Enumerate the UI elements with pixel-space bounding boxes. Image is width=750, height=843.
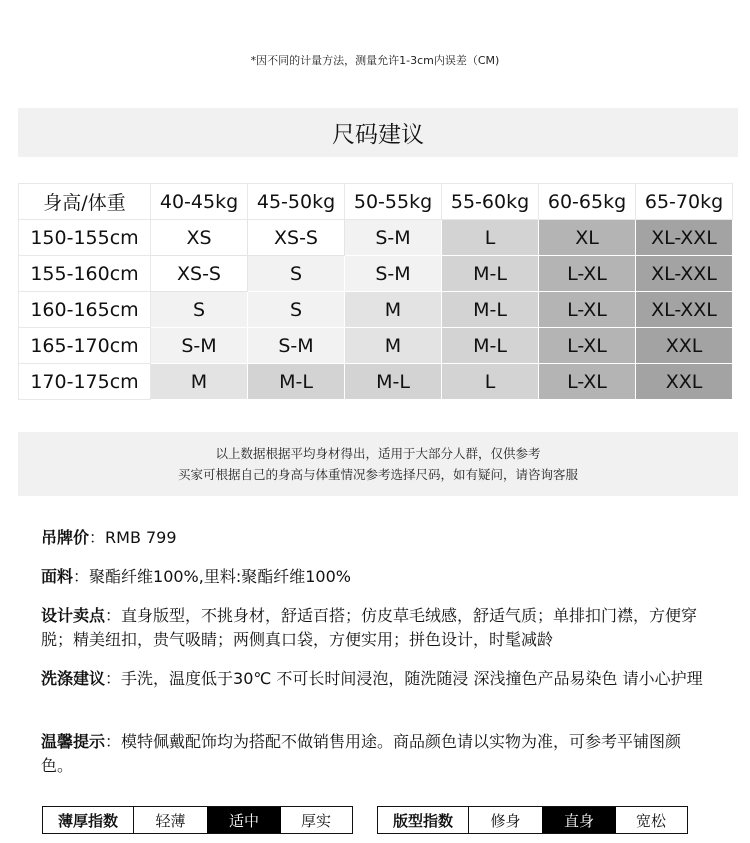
size-cell: XL-XXL bbox=[636, 256, 733, 292]
size-cell: M-L bbox=[345, 364, 442, 400]
size-cell: XS-S bbox=[151, 256, 248, 292]
size-cell: S-M bbox=[151, 328, 248, 364]
size-cell: L-XL bbox=[539, 292, 636, 328]
size-cell: M bbox=[345, 328, 442, 364]
size-cell: M-L bbox=[442, 292, 539, 328]
size-cell: S-M bbox=[345, 256, 442, 292]
size-cell: L-XL bbox=[539, 328, 636, 364]
spec-label: 吊牌价 bbox=[41, 528, 90, 547]
size-cell: XS bbox=[151, 220, 248, 256]
size-cell: S-M bbox=[345, 220, 442, 256]
row-height-label: 150-155cm bbox=[19, 220, 151, 256]
size-cell: L bbox=[442, 364, 539, 400]
spec-price bbox=[41, 526, 711, 550]
row-height-label: 165-170cm bbox=[19, 328, 151, 364]
header-weight-range: 55-60kg bbox=[442, 184, 539, 220]
size-cell: XL-XXL bbox=[636, 220, 733, 256]
spec-value: ：聚酯纤维100%,里料:聚酯纤维100% bbox=[73, 567, 351, 586]
spec-label: 温馨提示 bbox=[41, 732, 106, 751]
size-cell: XXL bbox=[636, 328, 733, 364]
size-cell: L bbox=[442, 220, 539, 256]
size-cell: S bbox=[248, 292, 345, 328]
fit-index bbox=[377, 806, 688, 834]
size-cell: S bbox=[248, 256, 345, 292]
spec-tip bbox=[41, 730, 711, 778]
size-cell: M-L bbox=[248, 364, 345, 400]
table-row bbox=[19, 220, 733, 256]
size-guide-title: 尺码建议 bbox=[18, 108, 738, 157]
spec-value: ：直身版型，不挑身材，舒适百搭；仿皮草毛绒感，舒适气质；单排扣门襟，方便穿脱；精美纽扣，贵气吸睛；两侧真口袋，方便实用；拼色设计，时髦减龄 bbox=[41, 606, 698, 649]
thickness-index bbox=[42, 806, 353, 834]
thickness-option-selected: 适中 bbox=[207, 807, 281, 833]
size-cell: L-XL bbox=[539, 256, 636, 292]
thickness-option: 厚实 bbox=[300, 811, 331, 830]
size-table bbox=[18, 183, 733, 400]
size-cell: S-M bbox=[248, 328, 345, 364]
row-height-label: 170-175cm bbox=[19, 364, 151, 400]
spec-value: ：手洗，温度低于30℃ 不可长时间浸泡，随洗随浸 深浅撞色产品易染色 请小心护理 bbox=[105, 669, 703, 688]
spec-value: ：RMB 799 bbox=[89, 528, 177, 547]
fit-index-label: 版型指数 bbox=[378, 807, 469, 833]
header-weight-range: 65-70kg bbox=[636, 184, 733, 220]
table-row bbox=[19, 256, 733, 292]
size-cell: XL-XXL bbox=[636, 292, 733, 328]
size-cell: M bbox=[345, 292, 442, 328]
size-cell: S bbox=[151, 292, 248, 328]
table-row bbox=[19, 364, 733, 400]
size-cell: M-L bbox=[442, 328, 539, 364]
header-weight-range: 40-45kg bbox=[151, 184, 248, 220]
spec-fabric bbox=[41, 565, 711, 589]
spec-washing bbox=[41, 667, 711, 691]
spec-label: 设计卖点 bbox=[41, 606, 106, 625]
size-cell: XS-S bbox=[248, 220, 345, 256]
header-weight-range: 60-65kg bbox=[539, 184, 636, 220]
fit-option: 宽松 bbox=[635, 811, 666, 830]
disclaimer-line: 买家可根据自己的身高与体重情况参考选择尺码，如有疑问，请咨询客服 bbox=[177, 467, 578, 482]
header-weight-range: 50-55kg bbox=[345, 184, 442, 220]
table-row bbox=[19, 292, 733, 328]
size-table-header-row bbox=[19, 184, 733, 220]
size-disclaimer bbox=[18, 432, 738, 496]
disclaimer-line: 以上数据根据平均身材得出，适用于大部分人群，仅供参考 bbox=[215, 446, 541, 461]
spec-label: 面料 bbox=[41, 567, 74, 586]
row-height-label: 160-165cm bbox=[19, 292, 151, 328]
thickness-index-label: 薄厚指数 bbox=[43, 807, 134, 833]
spec-value: ：模特佩戴配饰均为搭配不做销售用途。商品颜色请以实物为准，可参考平铺图颜色。 bbox=[41, 732, 682, 775]
header-height-weight: 身高/体重 bbox=[19, 184, 151, 220]
fit-option-selected: 直身 bbox=[542, 807, 616, 833]
size-cell: M-L bbox=[442, 256, 539, 292]
size-cell: M bbox=[151, 364, 248, 400]
spec-design bbox=[41, 604, 711, 652]
thickness-option: 轻薄 bbox=[155, 811, 186, 830]
header-weight-range: 45-50kg bbox=[248, 184, 345, 220]
fit-option: 修身 bbox=[490, 811, 521, 830]
size-cell: L-XL bbox=[539, 364, 636, 400]
table-row bbox=[19, 328, 733, 364]
row-height-label: 155-160cm bbox=[19, 256, 151, 292]
size-cell: XL bbox=[539, 220, 636, 256]
measurement-note: *因不同的计量方法，测量允许1-3cm内误差（CM) bbox=[250, 54, 500, 67]
size-cell: XXL bbox=[636, 364, 733, 400]
spec-label: 洗涤建议 bbox=[41, 669, 106, 688]
